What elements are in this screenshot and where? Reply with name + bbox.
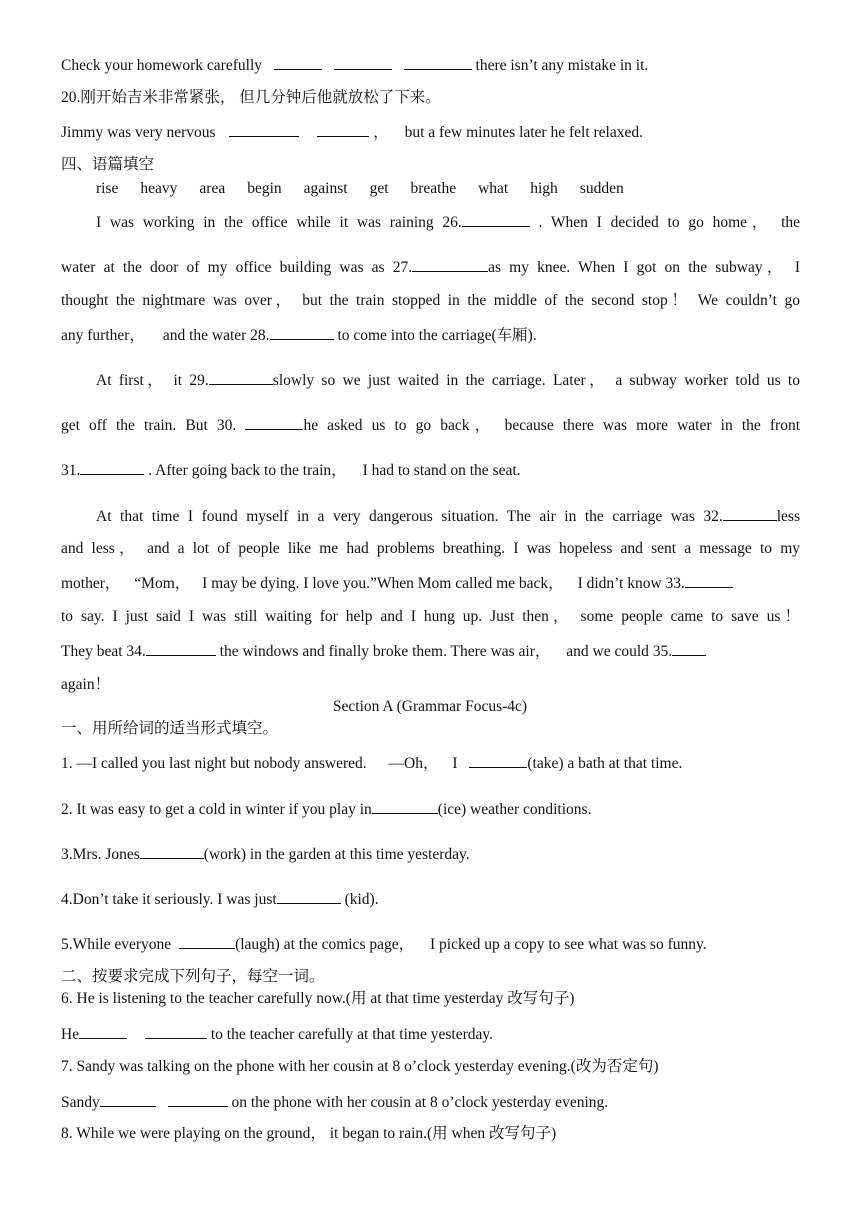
passage-line: At that time I found myself in a very dangerous situation. The air in the carriage was 32. less	[96, 508, 800, 525]
section-heading: Section A (Grammar Focus-4c)	[332, 698, 528, 715]
question-6-answer: He to the teacher carefully at that time yesterday.	[61, 1026, 493, 1043]
passage-line: thought the nightmare was over， but the train stopped in the middle of the second stop！ We couldn’t go	[61, 292, 800, 309]
answer-blank[interactable]	[145, 1024, 207, 1039]
answer-blank[interactable]	[469, 753, 527, 768]
passage-line: I was working in the office while it was raining 26. . When I decided to go home， the	[96, 214, 801, 231]
passage-line: water at the door of my office building was as 27. as my knee. When I got on the subway， I	[61, 259, 801, 276]
answer-blank[interactable]	[140, 844, 204, 859]
answer-blank[interactable]	[277, 889, 341, 904]
answer-blank[interactable]	[179, 934, 235, 949]
answer-blank-28[interactable]	[270, 325, 334, 340]
passage-line: to say. I just said I was still waiting for help and I hung up. Just then， some people came to save us！	[61, 608, 800, 625]
section-title: 四、语篇填空	[61, 156, 155, 173]
answer-blank[interactable]	[404, 55, 472, 70]
passage-line: mother， “Mom， I may be dying. I love you.”When Mom called me back， I didn’t know 33.	[61, 573, 733, 594]
answer-blank-29[interactable]	[209, 370, 273, 385]
passage-line: They beat 34. the windows and finally broke them. There was air， and we could 35.	[61, 641, 706, 662]
answer-blank-32[interactable]	[723, 506, 777, 521]
question-4: 4.Don’t take it seriously. I was just (kid).	[61, 891, 379, 908]
question-5: 5.While everyone (laugh) at the comics page， I picked up a copy to see what was so funny.	[61, 936, 707, 953]
answer-blank-35[interactable]	[672, 641, 706, 656]
question-2: 2. It was easy to get a cold in winter if you play in (ice) weather conditions.	[61, 801, 592, 818]
passage-line: any further， and the water 28. to come into the carriage(车厢).	[61, 327, 537, 344]
answer-blank-30[interactable]	[245, 415, 303, 430]
q20-english: Jimmy was very nervous ， but a few minutes later he felt relaxed.	[61, 124, 643, 141]
q19-sentence: Check your homework carefully there isn’t any mistake in it.	[61, 57, 649, 74]
answer-blank-26[interactable]	[462, 212, 530, 227]
answer-blank[interactable]	[168, 1092, 228, 1107]
part-title: 一、用所给词的适当形式填空。	[61, 720, 279, 737]
passage-line: and less， and a lot of people like me had problems breathing. I was hopeless and sent a message to my	[61, 540, 800, 557]
answer-blank[interactable]	[100, 1092, 156, 1107]
answer-blank-31[interactable]	[80, 460, 144, 475]
q20-chinese: 20.刚开始吉米非常紧张， 但几分钟后他就放松了下来。	[61, 89, 441, 106]
passage-line: 31. . After going back to the train， I had to stand on the seat.	[61, 462, 521, 479]
answer-blank-34[interactable]	[146, 641, 216, 656]
part-title: 二、按要求完成下列句子，每空一词。	[61, 968, 325, 985]
word-bank: rise heavy area begin against get breathe what high sudden	[96, 180, 624, 197]
answer-blank[interactable]	[274, 55, 322, 70]
answer-blank[interactable]	[372, 799, 438, 814]
question-8-prompt: 8. While we were playing on the ground， it began to rain.(用 when 改写句子)	[61, 1125, 557, 1142]
question-7-prompt: 7. Sandy was talking on the phone with her cousin at 8 o’clock yesterday evening.(改为否定句)	[61, 1058, 659, 1075]
answer-blank[interactable]	[334, 55, 392, 70]
passage-line: At first， it 29. slowly so we just waited in the carriage. Later， a subway worker told us to	[96, 372, 800, 389]
answer-blank[interactable]	[317, 122, 369, 137]
answer-blank-27[interactable]	[412, 257, 488, 272]
answer-blank-33[interactable]	[685, 573, 733, 588]
passage-line: again！	[61, 676, 111, 693]
question-6-prompt: 6. He is listening to the teacher carefully now.(用 at that time yesterday 改写句子)	[61, 990, 575, 1007]
answer-blank[interactable]	[79, 1024, 127, 1039]
question-7-answer: Sandy on the phone with her cousin at 8 o’clock yesterday evening.	[61, 1094, 609, 1111]
answer-blank[interactable]	[229, 122, 299, 137]
passage-line: get off the train. But 30. he asked us to go back， because there was more water in the front	[61, 417, 800, 434]
question-1: 1. —I called you last night but nobody answered. —Oh， I (take) a bath at that time.	[61, 755, 683, 772]
question-3: 3.Mrs. Jones (work) in the garden at this time yesterday.	[61, 846, 470, 863]
